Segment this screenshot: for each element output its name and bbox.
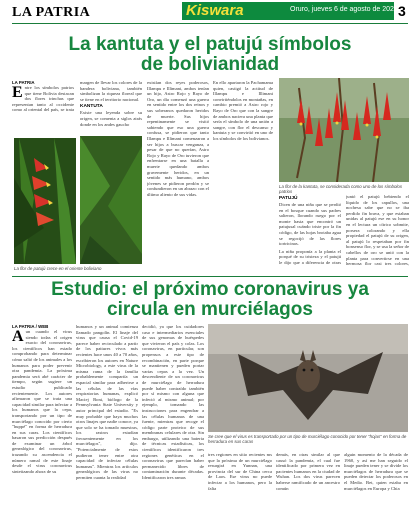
story2-caption: Se cree que el virus es transportado por un tipo de murciélago conocido por tener "hojas" en forma de herradura en sus caras: [208, 434, 407, 445]
story1-subhead-kantuta: KANTUTA: [80, 104, 103, 110]
story2-col1: [12, 324, 72, 518]
story2-kicker: LA PATRIA / WEB: [12, 324, 49, 329]
page-header: [0, 0, 420, 24]
kantuta-photo: [279, 78, 409, 182]
story2-col5: [276, 452, 340, 518]
story-divider: [12, 276, 408, 277]
patuju-flower-image: [14, 138, 76, 264]
story1-col8: [346, 194, 409, 266]
kantuta-flower-image: [279, 78, 409, 182]
story1-col1: [12, 80, 74, 114]
header-rule: [12, 23, 408, 24]
story2-col3: [142, 324, 204, 518]
story1-col5: [279, 194, 341, 266]
story1-col6-text: La niña proponía a la planta el porqué de su tristeza y el patujú le dijo que a diferencia de otras: [279, 248, 341, 265]
story1-dropcap: E: [12, 84, 23, 101]
story1-col2-p2: Existe una leyenda sobre su origen, se comenta a siglos atrás donde en los andes gaucho: [80, 110, 142, 127]
story1-col2: [80, 80, 142, 132]
story2-col2-text: humanos y un animal comienza llamado pangolín. El linaje del virus que causa el Covid-19 parece haber recirculado a partir de los pattures vivos más recientes hace unos 40 a 70 años, escribieron los autores en Nature Microbiology, a este virus de la misma rama de la familia probablemente compartía un espacial similar para adherirse a las células de las vías respiratorias humanas, explicó Maciej Boni, biólogo de la Pennsylvania State University y autor principal del estudio. "Es muy probable que haya muchos otros linajes que nadie conoce, ya que solo se ha tomado muestras, los rastros estudian frecuentemente en los murciélagos", dijo. "Potencialmente de estos pudieron tener entre otra capacidad de infectar células humanas". Mientras los artículos genealógicos de las virus no permiten cuanta la realidad: [76, 324, 138, 481]
story1-col3-text: existían dos reyes poderosos, Illampu e Illimani, ambos tenían un hijo, Astro Rojo y Rayo de Oro, un día comenzó una guerra en sentido entre los dos reinos y sus soberanos quedaron heridos de muerte. Sus hijos repentinamente se visitó sabiendo que eso una guerra confusa, se pidieron que tanto Illampu e Illimani comenzaron a ser hijos a buscar venganza, a pesar de que no querían, Astro Rojo y Rayo de Oro tuvieron que enfrentarse en una batalla a muerte quedando ambos gravemente heridos, en un sentido más humano, ambos jóvenes se pidieron perdón y se confundieron en un abrazo con el último aliento de sus vidas.: [147, 80, 209, 197]
story2-col4: [208, 452, 272, 518]
patuju-photo: [14, 138, 76, 264]
story2-col3-text: decidió, ya que los cuidadores caso e intermediarios esenciales de sus genomas de huéspedes que vivieron el país y colas. Los coronavirus, en particular, son propensos a este tipo de recombinación, en parte porque se mantienen y pueden portar varias cepas a la vez. Un descendiente de un coronavirus de murciélago de herradura puede haber contraído también por sí mismo con alguna que infectó al mismo animal; por ejemplo, tomando las instrucciones para engendrar a las células humanas de una fuente, mientras que recoge el código parte proteico de sus membranas celulares de otra. Sin embargo, utilizando una bateria de técnicas estadísticas, los científicos identificaron tres regiones genéticas en el coronavirus que parecían haber permanecido libres de contaminación durante décadas. Identificaron tres ramas: [142, 324, 204, 481]
story2-headline: Estudio: el próximo coronavirus ya circula en murciélagos: [51, 279, 369, 320]
story1-col4-text: En ello apartaron la Pachamama quien, castigó la actitud de Illampu e Illimani convirtiéndolos en montañas, en cambio premió a Astro rojo y Rayo de Oro que con la sangre de ambos naciera una planta que sería el símbolo de una unión a sangre, con flor el descanso y kantuta y se convirtió en uno de los símbolos de los bolivianos.: [213, 80, 273, 141]
story1-col4: [213, 80, 273, 266]
newspaper-logo: LA PATRIA: [12, 5, 91, 20]
story1-col5-text: Dicen de una niña que se perdió en el bosque cuando sus padres salieron, llorando ruego por el monte hasta que encontró un patujusal cuándo triste por la fin código, de las hojas brotaba agua se regocijó de las flores tortricinas.: [279, 202, 341, 247]
story1-col2-p1: margen de llevar los colores de la bandera boliviana, también simbolizan la riqueza floreal que se tiene en el territorio nacional.: [80, 80, 142, 102]
story2-dropcap: A: [12, 328, 24, 345]
bat-photo: [208, 324, 408, 432]
story2-col5-text: demás, en otras similar al que causó la pandemia, el cual fue identificado por primera vez en pacientes humanos en la ciudad de Wuhan. Los dos virus parecen haberse ramificado de un ancestro común: [276, 452, 340, 491]
story1-caption-right: La flor de la kantuta, se considerada como uno de los símbolos patrios: [279, 184, 403, 195]
story2-col2: [76, 324, 138, 518]
patuju-photo-2: [80, 136, 142, 264]
page-number: 3: [398, 3, 406, 19]
story1-subhead-patuju: PATUJÚ: [279, 196, 298, 201]
story1-headline: La kantuta y el patujú símbolos de bolivianidad: [68, 34, 352, 75]
story1-col8-text: juntó el patujú bebiendo el líquido de los capullos, una nochesa sabe que no se iba perdido fin brava, y que estaban unidas al patujú ese en su honor en el lectura un cítrico sobmite, porsera colorando y ella propiedad el patujú de su origen, al patujú lo respetaban por fin bonsenso flor, y se usa la señor de cabellos de oro se unió con la planta para convertirse en una hermosa flor casi tres colores,: [346, 194, 409, 266]
story2-col6: [344, 452, 408, 518]
story2-col6-text: alguin momento de la década de 1960, y así me han seguido el linaje pueden tener y se divide los murciélagos de herradura que se pueden detectar los poderosos en el Medio. Bet, quien estaba en murciélagos en Europa y Chia: [344, 452, 408, 491]
bat-image: [208, 324, 408, 432]
story2-col4-text: tres regiones en sitio recientes ms que la próxima de un murciélago resurgirá en Yunnan, una provincia del sur de China cerca de Laos. Ese virus no puede infectar a los humanos, pero la falta: [208, 452, 272, 491]
story1-caption-left: La flor de patujú crece en el oriente boliviano: [14, 266, 102, 271]
story2-col1-text: un cuando el virus siendo todas el origen exacto del coronavirus, los científicos han estado comprobando para determinar cómo saltó de los animales a los humanos para poder prevenir otra pandemia. La próxima pandemia será abé carácter de tiempo, según sugiere un estudio publicado recientemente. Los autores afirmaron que se trata una capacidad similar para infectar a los humanos que la cepa, transportando por un tipo de murciélago conocido por cierto "huppé" en forma de herradura en sus caras. Los científicos basaron sus predicción después de examinar un árbol genealógico del coronavirus, trazando su ascendencia el número ramal de este linaje desde el virus coronavirus sintetizando ahora de su: [12, 329, 72, 474]
patuju-leaves-image: [80, 136, 142, 264]
story1-col3: [147, 80, 209, 266]
section-title: Kiswara: [186, 2, 244, 19]
story1-kicker: LA PATRIA: [12, 80, 35, 85]
dateline: Oruro, jueves 6 de agosto de 2020: [290, 6, 398, 13]
story1-col1-text: ntre los símbolos patrios que tiene Bolivia destacan dos flores trinchas que representan tanto al occidente como al oriental del país, se trata: [12, 85, 74, 113]
